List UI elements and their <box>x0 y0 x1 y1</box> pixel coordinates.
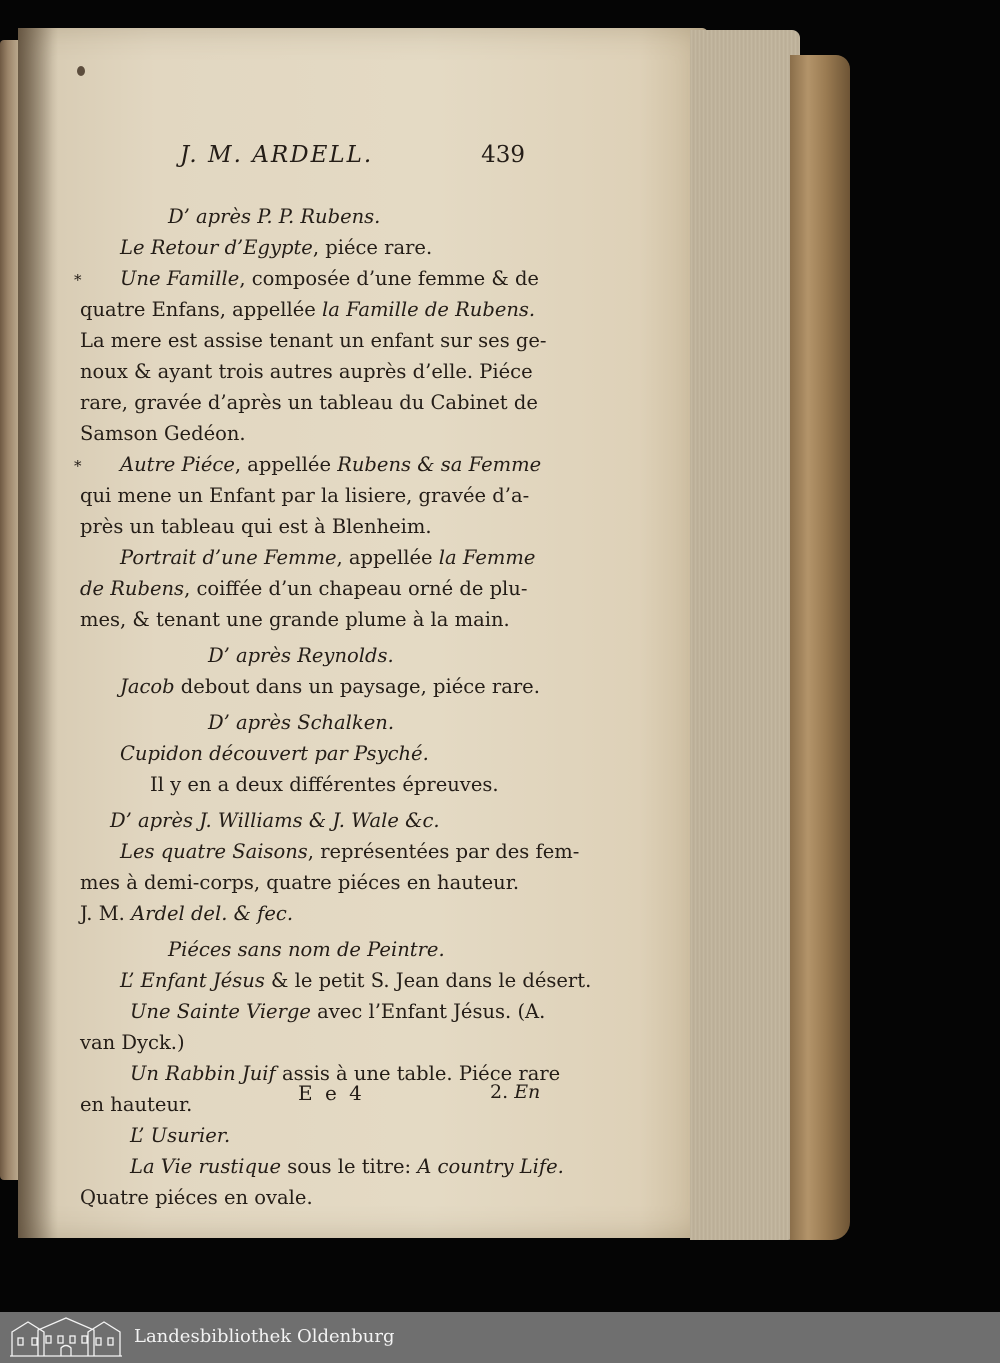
text-segment: La Vie rustique <box>130 1155 282 1178</box>
text-segment: quatre Enfans, appellée <box>80 298 323 321</box>
text-line <box>120 738 429 769</box>
text-segment: Samson Gedéon. <box>80 422 246 445</box>
asterisk-marker: * <box>74 457 82 475</box>
text-line <box>120 263 539 294</box>
text-segment: , coiffée d’un chapeau orné de plu- <box>184 577 528 600</box>
text-line <box>80 1182 313 1213</box>
text-line <box>80 1089 192 1120</box>
text-line <box>208 707 394 738</box>
text-segment: J. M. <box>80 902 132 925</box>
text-segment: & le petit S. Jean dans le désert. <box>264 969 592 992</box>
text-line <box>80 418 246 449</box>
text-segment: près un tableau qui est à Blenheim. <box>80 515 432 538</box>
text-line <box>80 387 538 418</box>
text-segment: , appellée <box>234 453 338 476</box>
text-segment: Piéces sans nom de Peintre. <box>168 938 445 961</box>
text-line <box>80 294 535 325</box>
text-segment: Les quatre Saisons <box>120 840 308 863</box>
text-line <box>120 232 432 263</box>
text-line <box>80 480 529 511</box>
running-header <box>180 142 525 176</box>
text-line <box>80 511 432 542</box>
text-segment: avec l’Enfant Jésus. (A. <box>310 1000 546 1023</box>
text-segment: Il y en a deux différentes épreuves. <box>150 773 499 796</box>
text-segment: D’ après Reynolds. <box>208 644 394 667</box>
text-segment: Quatre piéces en ovale. <box>80 1186 313 1209</box>
left-page-edge <box>0 40 20 1180</box>
catchword-text: En <box>514 1081 541 1103</box>
book-cover-edge <box>790 55 850 1240</box>
running-title: J. M. ARDELL. <box>180 142 374 168</box>
text-segment: Le Retour d’Egypte <box>120 236 313 259</box>
text-line <box>150 769 499 800</box>
text-line <box>110 805 440 836</box>
text-segment: la Famille de Rubens. <box>322 298 536 321</box>
text-segment: A country Life. <box>417 1155 564 1178</box>
text-line <box>80 867 519 898</box>
text-segment: Portrait d’une Femme <box>120 546 337 569</box>
text-line <box>80 573 527 604</box>
text-line <box>80 356 533 387</box>
text-segment: noux & ayant trois autres auprès d’elle. Piéce <box>80 360 533 383</box>
library-building-logo <box>8 1316 124 1358</box>
text-line <box>80 604 510 635</box>
text-segment: van Dyck.) <box>80 1031 185 1054</box>
text-segment: sous le titre: <box>281 1155 418 1178</box>
text-line <box>130 1120 230 1151</box>
text-segment: Ardel del. & fec. <box>131 902 294 925</box>
text-line <box>168 934 445 965</box>
text-segment: mes, & tenant une grande plume à la main. <box>80 608 510 631</box>
library-footer-bar <box>0 1312 1000 1363</box>
text-segment: rare, gravée d’après un tableau du Cabinet de <box>80 391 538 414</box>
text-segment: , composée d’une femme & de <box>239 267 539 290</box>
text-segment: Une Famille <box>120 267 240 290</box>
library-name: Landesbibliothek Oldenburg <box>134 1326 395 1347</box>
text-line <box>120 836 579 867</box>
text-segment: , représentées par des fem- <box>307 840 580 863</box>
text-segment: Un Rabbin Juif <box>130 1062 276 1085</box>
text-line <box>80 325 547 356</box>
text-segment: , appellée <box>336 546 439 569</box>
text-segment: D’ après J. Williams & J. Wale &c. <box>110 809 440 832</box>
text-segment: , piéce rare. <box>312 236 433 259</box>
gutter-shadow <box>18 28 58 1238</box>
text-segment: Jacob <box>120 675 175 698</box>
text-line <box>168 201 380 232</box>
text-segment: L’ Enfant Jésus <box>120 969 265 992</box>
catchword-number: 2. <box>490 1081 509 1103</box>
text-line <box>120 965 591 996</box>
text-segment: L’ Usurier. <box>130 1124 231 1147</box>
text-segment: la Femme <box>438 546 536 569</box>
page-number: 439 <box>481 142 525 168</box>
text-segment: Rubens & sa Femme <box>337 453 542 476</box>
text-line <box>80 898 293 929</box>
asterisk-marker: * <box>74 271 82 289</box>
ink-spot <box>77 66 85 76</box>
signature-mark: E e 4 <box>298 1081 365 1105</box>
text-segment: assis à une table. Piéce rare <box>275 1062 561 1085</box>
text-segment: en hauteur. <box>80 1093 193 1116</box>
text-line <box>120 449 541 480</box>
text-segment: debout dans un paysage, piéce rare. <box>174 675 540 698</box>
text-line <box>120 542 535 573</box>
catchword <box>490 1081 540 1103</box>
text-line <box>130 1151 564 1182</box>
text-segment: qui mene un Enfant par la lisiere, gravée d’a- <box>80 484 530 507</box>
text-segment: mes à demi-corps, quatre piéces en hauteur. <box>80 871 520 894</box>
text-segment: D’ après P. P. Rubens. <box>168 205 381 228</box>
text-segment: Cupidon découvert par Psyché. <box>120 742 429 765</box>
text-line <box>80 1027 185 1058</box>
text-segment: de Rubens <box>80 577 185 600</box>
text-line <box>120 671 540 702</box>
text-segment: D’ après Schalken. <box>208 711 395 734</box>
text-segment: Autre Piéce <box>120 453 235 476</box>
text-line <box>130 996 545 1027</box>
text-segment: Une Sainte Vierge <box>130 1000 311 1023</box>
text-segment: La mere est assise tenant un enfant sur ses ge- <box>80 329 547 352</box>
text-line <box>208 640 394 671</box>
page-edges <box>690 30 800 1240</box>
